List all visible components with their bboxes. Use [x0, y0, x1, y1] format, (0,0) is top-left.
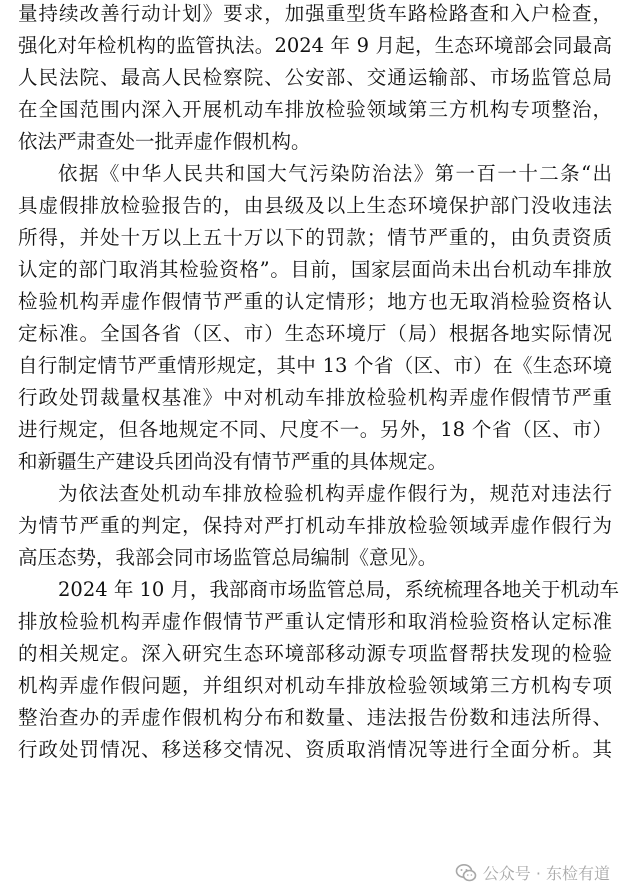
text-line: 自行制定情节严重情形规定，其中 13 个省（区、市）在《生态环境: [18, 354, 612, 377]
text-line: 排放检验机构弄虚作假情节严重认定情形和取消检验资格认定标准: [18, 610, 612, 633]
text-line: 所得，并处十万以上五十万以下的罚款；情节严重的，由负责资质: [18, 226, 612, 249]
text-line: 认定的部门取消其检验资格”。目前，国家层面尚未出台机动车排放: [18, 258, 612, 281]
wechat-icon: [455, 862, 477, 884]
text-line: 检验机构弄虚作假情节严重的认定情形；地方也无取消检验资格认: [18, 290, 612, 313]
watermark-text: 公众号 · 东检有道: [482, 864, 610, 883]
text-line: 高压态势，我部会同市场监管总局编制《意见》。: [18, 546, 438, 569]
text-line: 依法严肃查处一批弄虚作假机构。: [18, 130, 311, 153]
text-line: 机构弄虚作假问题，并组织对机动车排放检验领域第三方机构专项: [18, 674, 612, 697]
text-line: 为依法查处机动车排放检验机构弄虚作假行为，规范对违法行: [58, 482, 612, 505]
text-line: 2024 年 10 月，我部商市场监管总局，系统梳理各地关于机动车: [58, 578, 620, 601]
text-line: 定标准。全国各省（区、市）生态环境厅（局）根据各地实际情况: [18, 322, 612, 345]
text-line: 量持续改善行动计划》要求，加强重型货车路检路查和入户检查，: [18, 2, 612, 25]
text-line: 依据《中华人民共和国大气污染防治法》第一百一十二条“出: [58, 162, 612, 185]
text-line: 在全国范围内深入开展机动车排放检验领域第三方机构专项整治，: [18, 98, 612, 121]
text-line: 为情节严重的判定，保持对严打机动车排放检验领域弄虚作假行为: [18, 514, 612, 537]
watermark: [449, 859, 616, 886]
text-line: 和新疆生产建设兵团尚没有情节严重的具体规定。: [18, 450, 448, 473]
text-line: 进行规定，但各地规定不同、尺度不一。另外，18 个省（区、市）: [18, 418, 612, 441]
text-line: 整治查办的弄虚作假机构分布和数量、违法报告份数和违法所得、: [18, 706, 612, 729]
text-line: 具虚假排放检验报告的，由县级及以上生态环境保护部门没收违法: [18, 194, 612, 217]
text-line: 的相关规定。深入研究生态环境部移动源专项监督帮扶发现的检验: [18, 642, 612, 665]
text-line: 行政处罚裁量权基准》中对机动车排放检验机构弄虚作假情节严重: [18, 386, 612, 409]
text-line: 行政处罚情况、移送移交情况、资质取消情况等进行全面分析。其: [18, 738, 612, 761]
text-line: 强化对年检机构的监管执法。2024 年 9 月起，生态环境部会同最高: [18, 34, 612, 57]
text-line: 人民法院、最高人民检察院、公安部、交通运输部、市场监管总局: [18, 66, 612, 89]
